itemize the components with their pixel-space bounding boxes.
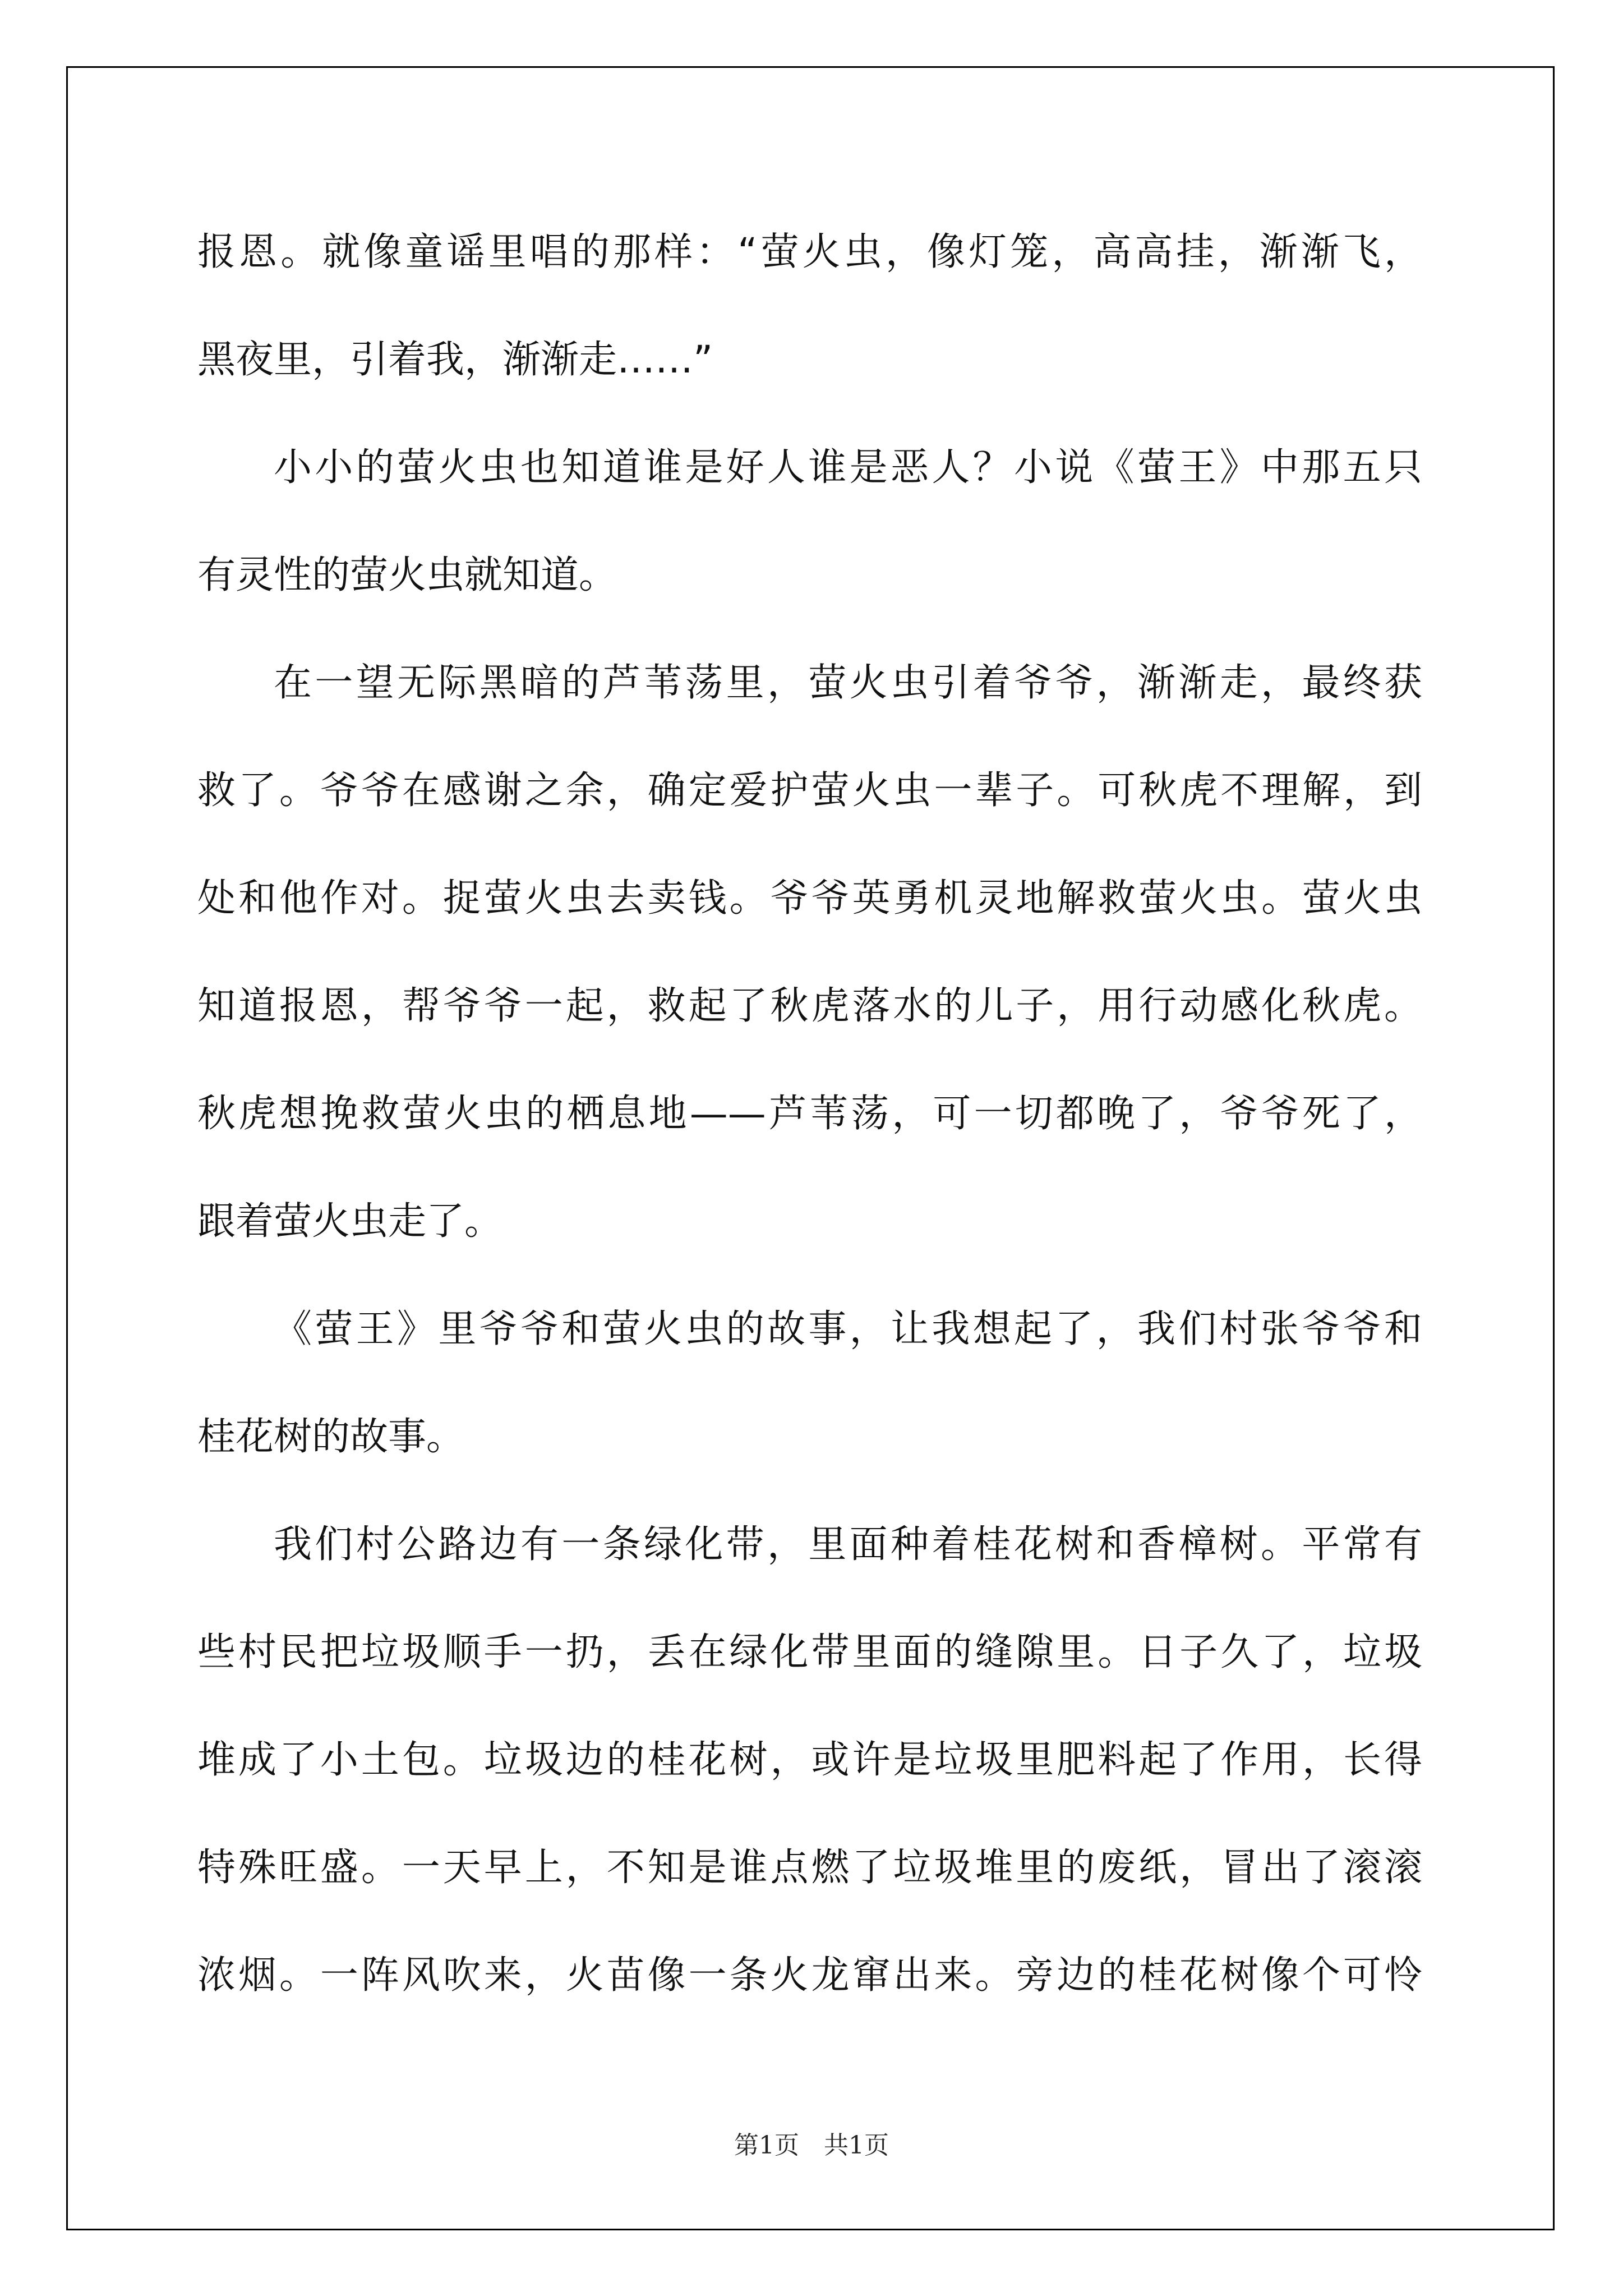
text-line: 浓烟。一阵风吹来，火苗像一条火龙窜出来。旁边的桂花树像个可怜	[197, 1953, 1422, 1998]
text-line: 处和他作对。捉萤火虫去卖钱。爷爷英勇机灵地解救萤火虫。萤火虫	[197, 876, 1422, 921]
text-line: 小小的萤火虫也知道谁是好人谁是恶人？小说《萤王》中那五只	[274, 445, 1422, 490]
text-line: 知道报恩，帮爷爷一起，救起了秋虎落水的儿子，用行动感化秋虎。	[197, 984, 1422, 1028]
text-line: 在一望无际黑暗的芦苇荡里，萤火虫引着爷爷，渐渐走，最终获	[274, 661, 1422, 705]
text-line: 跟着萤火虫走了。	[197, 1199, 503, 1244]
text-line: 桂花树的故事。	[197, 1415, 465, 1459]
text-line: 报恩。就像童谣里唱的那样：“萤火虫，像灯笼，高高挂，渐渐飞，	[197, 230, 1422, 274]
text-line: 特殊旺盛。一天早上，不知是谁点燃了垃圾堆里的废纸，冒出了滚滚	[197, 1846, 1422, 1890]
text-line: 我们村公路边有一条绿化带，里面种着桂花树和香樟树。平常有	[274, 1522, 1422, 1567]
text-line: 有灵性的萤火虫就知道。	[197, 553, 617, 597]
text-line: 黑夜里，引着我，渐渐走……”	[197, 338, 713, 382]
text-line: 些村民把垃圾顺手一扔，丢在绿化带里面的缝隙里。日子久了，垃圾	[197, 1630, 1422, 1674]
text-line: 秋虎想挽救萤火虫的栖息地——芦苇荡，可一切都晚了，爷爷死了，	[197, 1092, 1422, 1136]
page-number-footer: 第1页 共1页	[734, 2131, 889, 2160]
text-line: 堆成了小土包。垃圾边的桂花树，或许是垃圾里肥料起了作用，长得	[197, 1738, 1422, 1782]
text-line: 救了。爷爷在感谢之余，确定爱护萤火虫一辈子。可秋虎不理解，到	[197, 769, 1422, 813]
document-body	[197, 199, 1422, 2030]
text-line: 《萤王》里爷爷和萤火虫的故事，让我想起了，我们村张爷爷和	[274, 1307, 1422, 1351]
